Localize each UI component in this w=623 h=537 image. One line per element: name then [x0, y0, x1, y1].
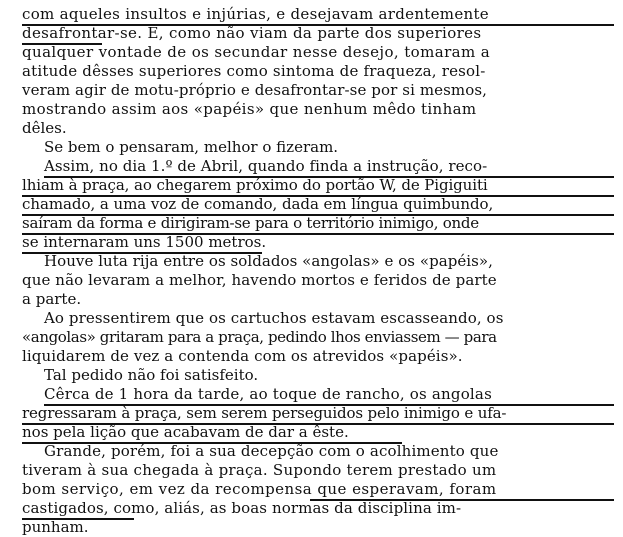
text-line: dêles.	[22, 119, 67, 137]
text-line: veram agir de motu-próprio e desafrontar-se por si mesmos,	[22, 81, 488, 99]
text-line: Se bem o pensaram, melhor o fizeram.	[44, 138, 339, 156]
text-line: nos pela lição que acabavam de dar a êste.	[22, 423, 349, 441]
underline-mark	[310, 499, 614, 501]
text-line: Tal pedido não foi satisfeito.	[44, 366, 259, 384]
text-line: com aqueles insultos e injúrias, e desejavam ardentemente	[22, 5, 489, 23]
text-line: chamado, a uma voz de comando, dada em língua quimbundo,	[22, 195, 494, 213]
text-line: se internaram uns 1500 metros.	[22, 233, 267, 251]
underline-mark	[22, 518, 134, 520]
text-line: regressaram à praça, sem serem perseguidos pelo inimigo e ufa-	[22, 404, 507, 422]
text-line: Grande, porém, foi a sua decepção com o acolhimento que	[44, 442, 499, 460]
text-line: que não levaram a melhor, havendo mortos e feridos de parte	[22, 271, 497, 289]
text-line: liquidarem de vez a contenda com os atrevidos «papéis».	[22, 347, 463, 365]
underline-mark	[22, 252, 262, 254]
text-line: a parte.	[22, 290, 82, 308]
text-line: atitude dêsses superiores como sintoma de fraqueza, resol-	[22, 62, 486, 80]
underline-mark	[22, 214, 614, 216]
text-line: desafrontar-se. E, como não viam da parte dos superiores	[22, 24, 482, 42]
text-line: tiveram à sua chegada à praça. Supondo terem prestado um	[22, 461, 497, 479]
text-line: mostrando assim aos «papéis» que nenhum mêdo tinham	[22, 100, 477, 118]
text-line: Assim, no dia 1.º de Abril, quando finda a instrução, reco-	[44, 157, 488, 175]
underline-mark	[22, 423, 614, 425]
text-line: castigados, como, aliás, as boas normas da disciplina im-	[22, 499, 462, 517]
text-line: «angolas» gritaram para a praça, pedindo lhos enviassem — para	[22, 328, 497, 346]
underline-mark	[22, 24, 614, 26]
text-line: lhiam à praça, ao chegarem próximo do portão W, de Pigiguiti	[22, 176, 488, 194]
text-line: saíram da forma e dirigiram-se para o território inimigo, onde	[22, 214, 479, 232]
underline-mark	[22, 195, 614, 197]
underline-mark	[22, 233, 614, 235]
underline-mark	[22, 43, 102, 45]
underline-mark	[44, 404, 614, 406]
text-line: bom serviço, em vez da recompensa que esperavam, foram	[22, 480, 497, 498]
text-line: qualquer vontade de os secundar nesse desejo, tomaram a	[22, 43, 491, 61]
underline-mark	[44, 176, 614, 178]
text-line: Cêrca de 1 hora da tarde, ao toque de rancho, os angolas	[44, 385, 492, 403]
underline-mark	[22, 442, 402, 444]
text-line: punham.	[22, 518, 89, 536]
text-line: Ao pressentirem que os cartuchos estavam escasseando, os	[44, 309, 504, 327]
text-line: Houve luta rija entre os soldados «angolas» e os «papéis»,	[44, 252, 493, 270]
